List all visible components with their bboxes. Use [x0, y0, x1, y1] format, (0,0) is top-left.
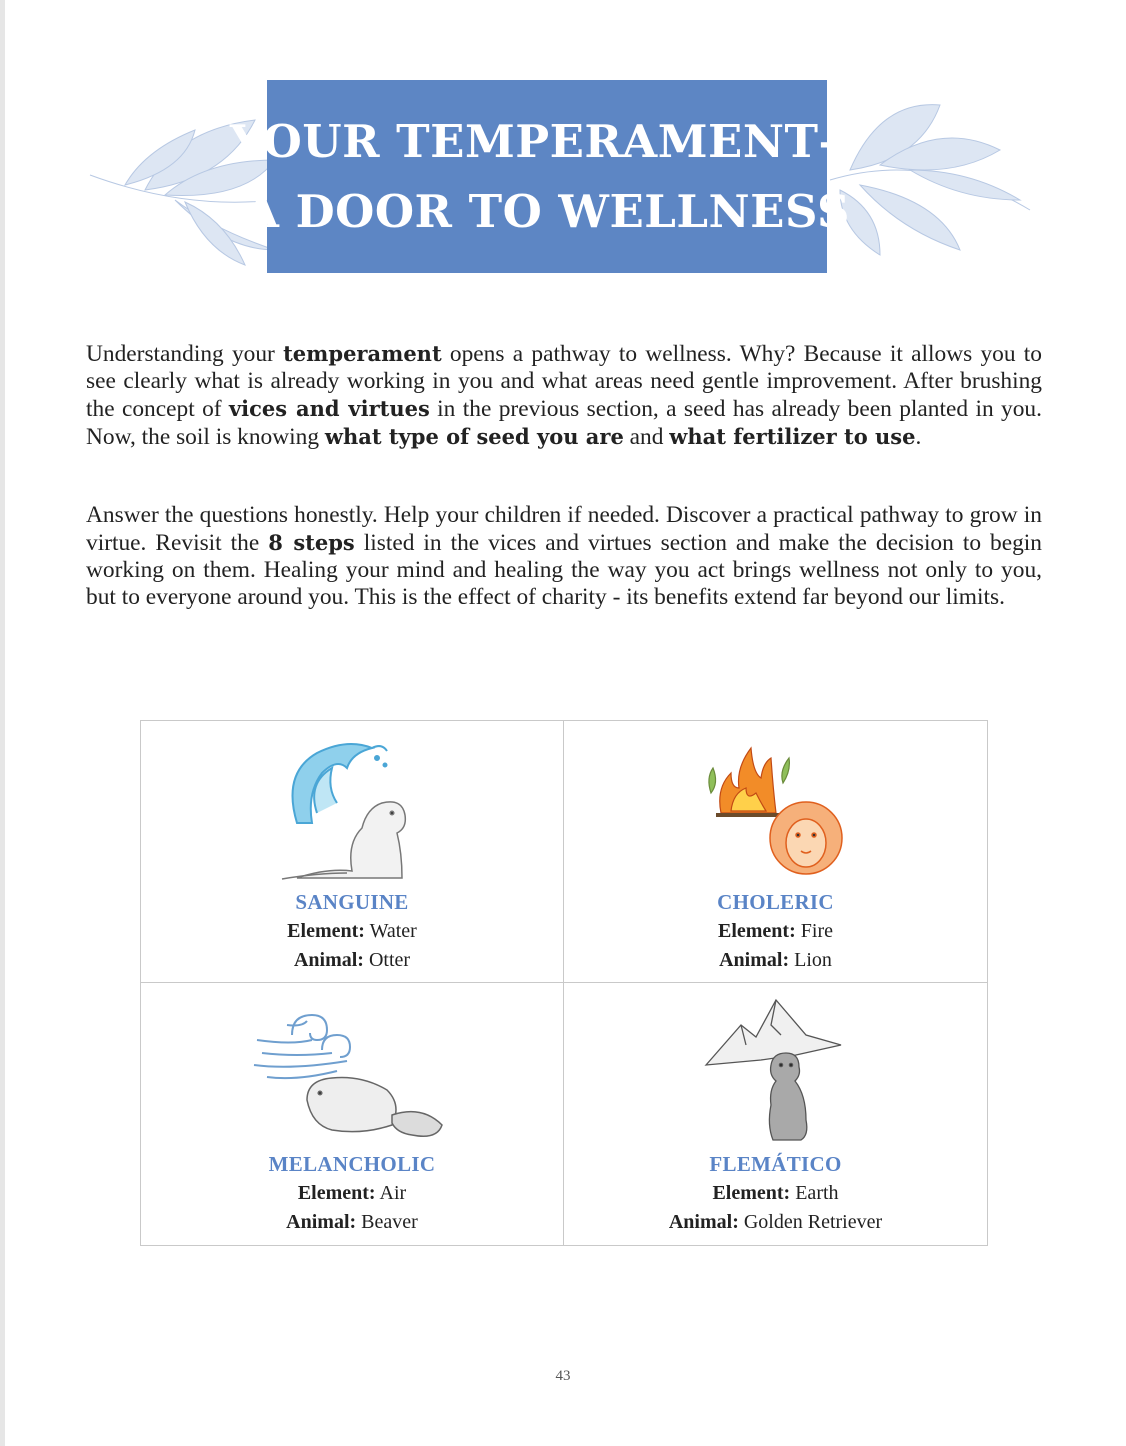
animal-line: Animal: Golden Retriever [668, 1211, 883, 1233]
element-line: Element: Water [287, 920, 417, 942]
fire-lion-icon [701, 733, 851, 883]
animal-line: Animal: Lion [719, 949, 832, 971]
temperament-grid [140, 720, 988, 1246]
page-number: 43 [555, 1368, 571, 1384]
temperament-name: CHOLERIC [717, 890, 834, 914]
page-edge [0, 0, 5, 1446]
temperament-name: FLEMÁTICO [709, 1152, 842, 1176]
temperament-name: MELANCHOLIC [268, 1152, 436, 1176]
temperament-card-choleric [564, 721, 987, 983]
title-line-2: A DOOR TO WELLNESS [244, 184, 850, 238]
element-line: Element: Fire [718, 920, 833, 942]
title-banner [230, 80, 864, 273]
temperament-card-flematico [564, 983, 987, 1245]
temperament-name: SANGUINE [295, 890, 409, 914]
mountain-dog-icon [701, 995, 851, 1145]
intro-paragraph-2: Answer the questions honestly. Help your children if needed. Discover a practical pathway to grow in virtue. Revisit the 8 steps listed in the vices and virtues section and make the decision to begin working on them. Healing your mind and healing the way you act brings wellness not only to you, but to everyone around you. This is the effect of charity - its benefits extend far beyond our limits. [86, 502, 1042, 610]
temperament-card-melancholic [141, 983, 564, 1245]
animal-line: Animal: Beaver [286, 1211, 418, 1233]
temperament-card-sanguine [141, 721, 564, 983]
title-line-1: YOUR TEMPERAMENT— [230, 114, 864, 168]
element-line: Element: Air [297, 1182, 407, 1204]
element-line: Element: Earth [712, 1182, 839, 1204]
animal-line: Animal: Otter [293, 949, 411, 971]
wind-beaver-icon [252, 995, 452, 1145]
water-otter-icon [277, 733, 427, 883]
intro-paragraph-1: Understanding your temperament opens a pathway to wellness. Why? Because it allows you to see clearly what is already working in you and what areas need gentle improvement. After brushing the concept of vices and virtues in the previous section, a seed has already been planted in you. Now, the soil is knowing what type of seed you are and what fertilizer to use. [86, 341, 1042, 450]
